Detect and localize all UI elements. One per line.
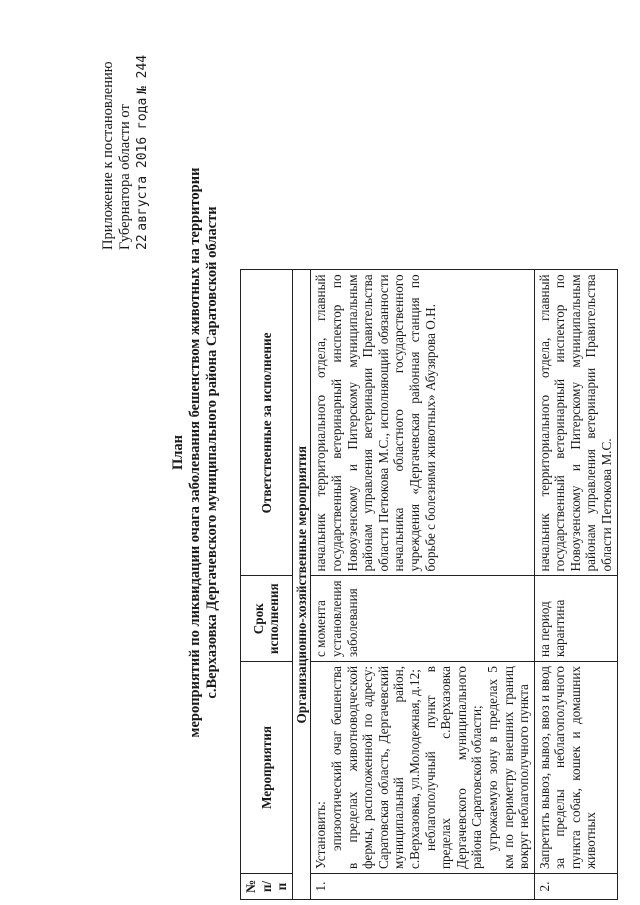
header-num: № п/п <box>241 874 293 900</box>
table-header-row <box>241 270 293 900</box>
title-line-2: мероприятий по ликвидации очага заболевания бешенством животных на территории <box>187 167 203 738</box>
appendix-day: 22 <box>135 234 150 250</box>
header-measures: Мероприятия <box>241 662 293 874</box>
row-2-measures: Запретить вывоз, вывоз, ввоз и ввод за пределы неблагополучного пункта собак, кошек и домашних животных <box>534 662 617 874</box>
row-1-measure-focus: эпизоотический очаг бешенства в пределах животноводческой фермы, расположенной по адресу: Саратовская область, Дергачевский муниципальный район, с.Верхазовка, ул.Молодежная, д.12; <box>328 666 422 869</box>
section-title: Организационно-хозяйственные мероприятия <box>292 270 311 900</box>
row-1-measure-point: неблагополучный пункт в пределах с.Верхазовка Дергачевского муниципального района Саратовской области; <box>422 666 485 869</box>
appendix-line-2: Губернатора области от <box>117 104 133 250</box>
row-1-measure-zone: угрожаемую зону в пределах 5 км по периметру внешних границ вокруг неблагополучного пункта <box>484 666 532 869</box>
header-term: Срок исполнения <box>241 576 293 662</box>
appendix-number: № 244 <box>135 54 150 95</box>
document-title <box>170 0 221 905</box>
table-row <box>311 270 534 900</box>
row-2-term: на период карантина <box>534 576 617 662</box>
title-line-1: План <box>170 434 186 471</box>
row-1-num: 1. <box>311 874 534 900</box>
row-2-responsible: начальник территориального отдела, главный государственный ветеринарный инспектор по Новоузенскому и Питерскому муниципальным районам управления ветеринарии Правительства области Петюкова М.С. <box>534 270 617 576</box>
row-1-responsible: начальник территориального отдела, главный государственный ветеринарный инспектор по Новоузенскому и Питерскому муниципальным районам управления ветеринарии Правительства области Петюкова М.С., исполняющий обязанности начальника областного государственного учреждения «Дергачевская районная станция по борьбе с болезнями животных» Абузярова О.Н. <box>311 270 534 576</box>
header-responsible: Ответственные за исполнение <box>241 270 293 576</box>
row-1-term: с момента установления заболевания <box>311 576 534 662</box>
appendix-month-year: августа 2016 года <box>135 97 150 231</box>
plan-table <box>240 269 618 900</box>
row-2-num: 2. <box>534 874 617 900</box>
title-line-3: с.Верхазовка Дергачевского муниципального района Саратовской области <box>204 206 220 699</box>
appendix-line-1: Приложение к постановлению <box>100 61 116 250</box>
appendix-line-3 <box>134 55 151 250</box>
appendix-note <box>100 55 151 250</box>
row-1-measures <box>311 662 534 874</box>
table-row <box>534 270 617 900</box>
section-row <box>292 270 311 900</box>
row-1-measure-intro: Установить: <box>313 801 329 869</box>
